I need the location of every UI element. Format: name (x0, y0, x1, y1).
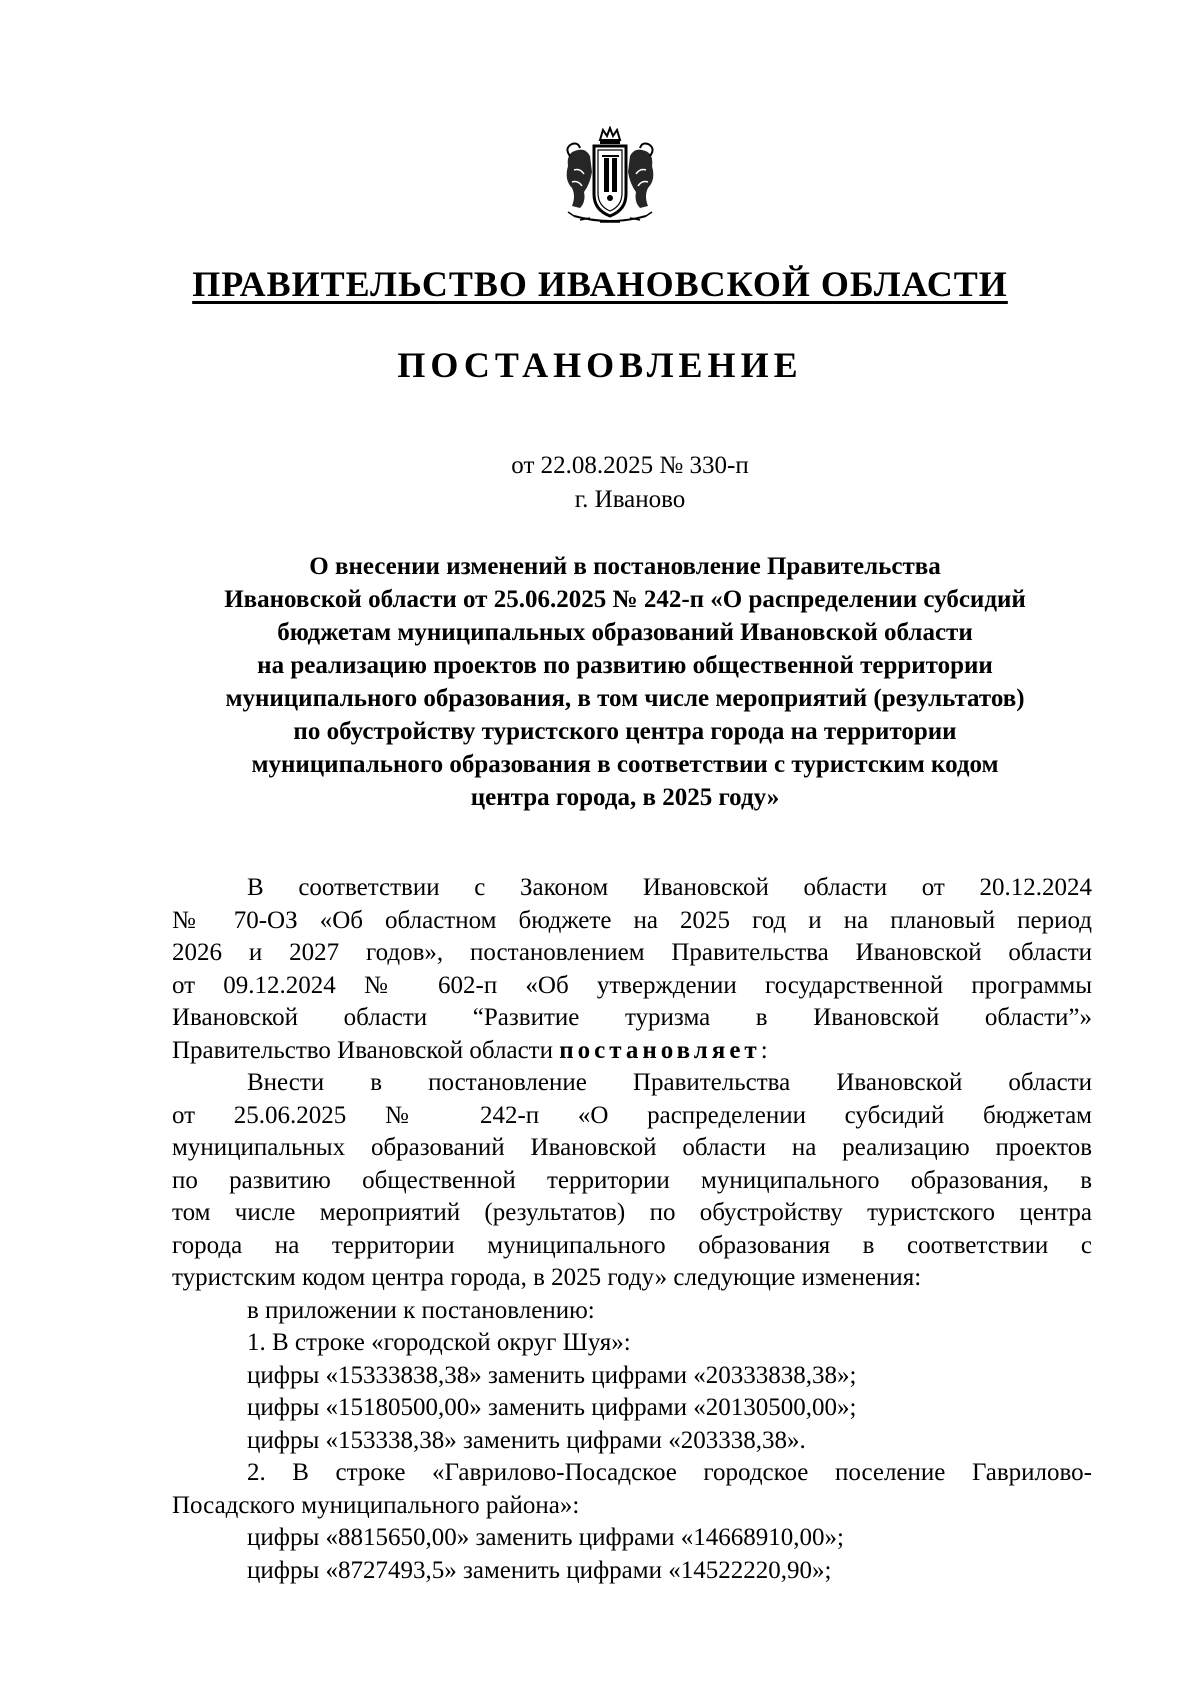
document-subject (160, 550, 1090, 814)
body-line: № 70-ОЗ «Об областном бюджете на 2025 год и на плановый период (172, 906, 1092, 934)
item-2-heading: 2. В строке «Гаврилово-Посадское городское поселение Гаврилово- (247, 1459, 1092, 1486)
date-and-number: от 22.08.2025 № 330-п (511, 452, 749, 479)
annex-line: в приложении к постановлению: (247, 1296, 595, 1324)
city: г. Иваново (574, 486, 686, 513)
body-line: В соответствии с Законом Ивановской области от 20.12.2024 (247, 874, 1092, 901)
subject-line: центра города, в 2025 году» (470, 784, 780, 811)
body-line: города на территории муниципального образования в соответствии с (172, 1231, 1092, 1259)
body-line: Ивановской области “Развитие туризма в Ивановской области”» (172, 1004, 1092, 1031)
subject-line: бюджетам муниципальных образований Ивановской области (277, 619, 973, 646)
body-line: 2026 и 2027 годов», постановлением Правительства Ивановской области (172, 939, 1092, 966)
resolves-prefix: Правительство Ивановской области (172, 1036, 560, 1064)
subject-line: по обустройству туристского центра города на территории (293, 718, 957, 745)
replacement-line: цифры «8727493,5» заменить цифрами «14522220,90»; (247, 1556, 832, 1584)
subject-line: муниципального образования, в том числе мероприятий (результатов) (225, 685, 1025, 712)
subject-line: муниципального образования в соответствии с туристским кодом (251, 751, 999, 778)
replacement-line: цифры «15333838,38» заменить цифрами «20333838,38»; (247, 1361, 857, 1389)
resolves-colon: : (760, 1036, 768, 1064)
body-line: туристским кодом центра города, в 2025 году» следующие изменения: (172, 1264, 922, 1291)
government-title: ПРАВИТЕЛЬСТВО ИВАНОВСКОЙ ОБЛАСТИ (192, 264, 1008, 304)
subject-line: Ивановской области от 25.06.2025 № 242-п «О распределении субсидий (224, 586, 1026, 613)
document-type-title: ПОСТАНОВЛЕНИЕ (397, 345, 803, 385)
coat-of-arms-emblem (560, 126, 660, 228)
body-line (172, 1035, 1092, 1068)
replacement-line: цифры «8815650,00» заменить цифрами «14668910,00»; (247, 1524, 844, 1551)
replacement-line: цифры «153338,38» заменить цифрами «203338,38». (247, 1426, 806, 1454)
subject-line: О внесении изменений в постановление Правительства (309, 553, 941, 580)
replacement-line: цифры «15180500,00» заменить цифрами «20130500,00»; (247, 1394, 857, 1421)
body-line: том числе мероприятий (результатов) по обустройству туристского центра (172, 1199, 1092, 1226)
resolves-word: постановляет (559, 1036, 761, 1064)
document-body (172, 872, 1092, 1587)
body-line: муниципальных образований Ивановской области на реализацию проектов (172, 1134, 1092, 1161)
body-line: от 25.06.2025 № 242-п «О распределении субсидий бюджетам (172, 1101, 1092, 1129)
body-line: от 09.12.2024 № 602-п «Об утверждении государственной программы (172, 971, 1092, 999)
body-line: по развитию общественной территории муниципального образования, в (172, 1166, 1092, 1194)
item-1-heading: 1. В строке «городской округ Шуя»: (247, 1329, 631, 1356)
subject-line: на реализацию проектов по развитию общественной территории (257, 652, 993, 679)
body-line: Внести в постановление Правительства Ивановской области (247, 1069, 1092, 1096)
item-2-heading-continued: Посадского муниципального района»: (172, 1491, 580, 1519)
